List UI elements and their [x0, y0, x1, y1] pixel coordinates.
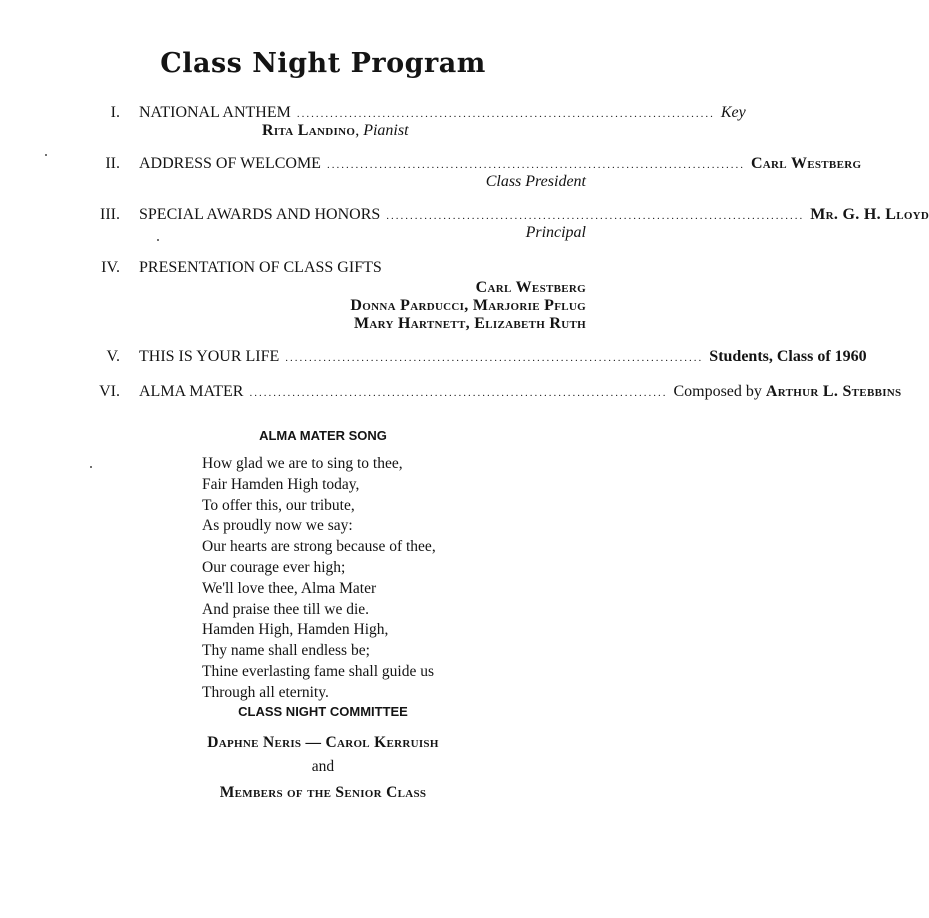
item-number: II.: [105, 155, 120, 172]
song-lyrics: [202, 454, 436, 704]
scan-speck: [90, 466, 92, 468]
item-label: THIS IS YOUR LIFE: [139, 348, 280, 365]
item-number: III.: [100, 206, 120, 223]
item-number: I.: [110, 104, 120, 121]
item-number: IV.: [101, 259, 120, 276]
speaker-role: Class President: [485, 173, 586, 190]
senior-class-members: Members of the Senior Class: [219, 784, 427, 801]
committee-and: and: [311, 758, 335, 775]
item-label: ADDRESS OF WELCOME: [139, 155, 321, 172]
scan-speck: [45, 154, 47, 156]
program-item-4: [0, 259, 646, 339]
pianist-name: Rita Landino: [262, 122, 356, 139]
scan-speck: [157, 239, 159, 241]
lyric-line: Hamden High, Hamden High,: [202, 621, 389, 639]
lyric-line: Thy name shall endless be;: [202, 642, 370, 660]
speaker-name: Carl Westberg: [750, 155, 862, 172]
item-performer: Students, Class of 1960: [709, 348, 867, 365]
program-item-2: [0, 155, 862, 195]
presenter-name: Mr. G. H. Lloyd: [810, 206, 929, 223]
item-number: V.: [106, 348, 120, 365]
lyric-line: Our hearts are strong because of thee,: [202, 538, 436, 556]
lyric-line: And praise thee till we die.: [202, 600, 370, 618]
item-label: ALMA MATER: [139, 383, 244, 400]
item-label: PRESENTATION OF CLASS GIFTS: [139, 259, 382, 276]
composer-prefix: Composed by: [673, 383, 762, 400]
lyric-line: Thine everlasting fame shall guide us: [202, 662, 435, 680]
lyric-line: How glad we are to sing to thee,: [202, 455, 403, 472]
leader-dots: ........................................................................................: [285, 352, 704, 364]
lyric-line: Through all eternity.: [202, 683, 329, 701]
lyric-line: We'll love thee, Alma Mater: [202, 579, 377, 597]
gift-presenter-1: Carl Westberg: [475, 279, 586, 296]
song-title: ALMA MATER SONG: [259, 428, 387, 443]
program-title: Class Night Program: [160, 48, 486, 79]
leader-dots: ........................................................................................: [386, 210, 805, 222]
gift-presenter-2: Donna Parducci, Marjorie Pflug: [350, 297, 586, 314]
pianist-role: Pianist: [363, 122, 409, 139]
item-performer: Key: [720, 104, 746, 121]
leader-dots: ........................................................................................: [249, 387, 668, 399]
committee-members: Daphne Neris — Carol Kerruish: [207, 734, 439, 751]
lyric-line: Fair Hamden High today,: [202, 475, 360, 493]
leader-dots: ........................................................................................: [296, 108, 715, 120]
presenter-role: Principal: [525, 224, 586, 241]
lyric-line: Our courage ever high;: [202, 558, 346, 576]
item-number: VI.: [99, 383, 120, 400]
lyric-line: As proudly now we say:: [202, 517, 353, 535]
program-item-6: [0, 383, 902, 405]
committee-title: CLASS NIGHT COMMITTEE: [238, 704, 408, 719]
program-item-1: I. NATIONAL ANTHEM ........................................................................................ Key Rita Landino, Pianist: [0, 104, 646, 144]
program-item-5: [0, 348, 867, 370]
lyric-line: To offer this, our tribute,: [202, 496, 355, 514]
composer-name: Arthur L. Stebbins: [765, 383, 902, 400]
item-label: SPECIAL AWARDS AND HONORS: [139, 206, 381, 223]
item-label: NATIONAL ANTHEM: [139, 104, 291, 121]
leader-dots: ........................................................................................: [326, 159, 745, 171]
program-item-3: [0, 206, 929, 246]
gift-presenter-3: Mary Hartnett, Elizabeth Ruth: [353, 315, 586, 332]
